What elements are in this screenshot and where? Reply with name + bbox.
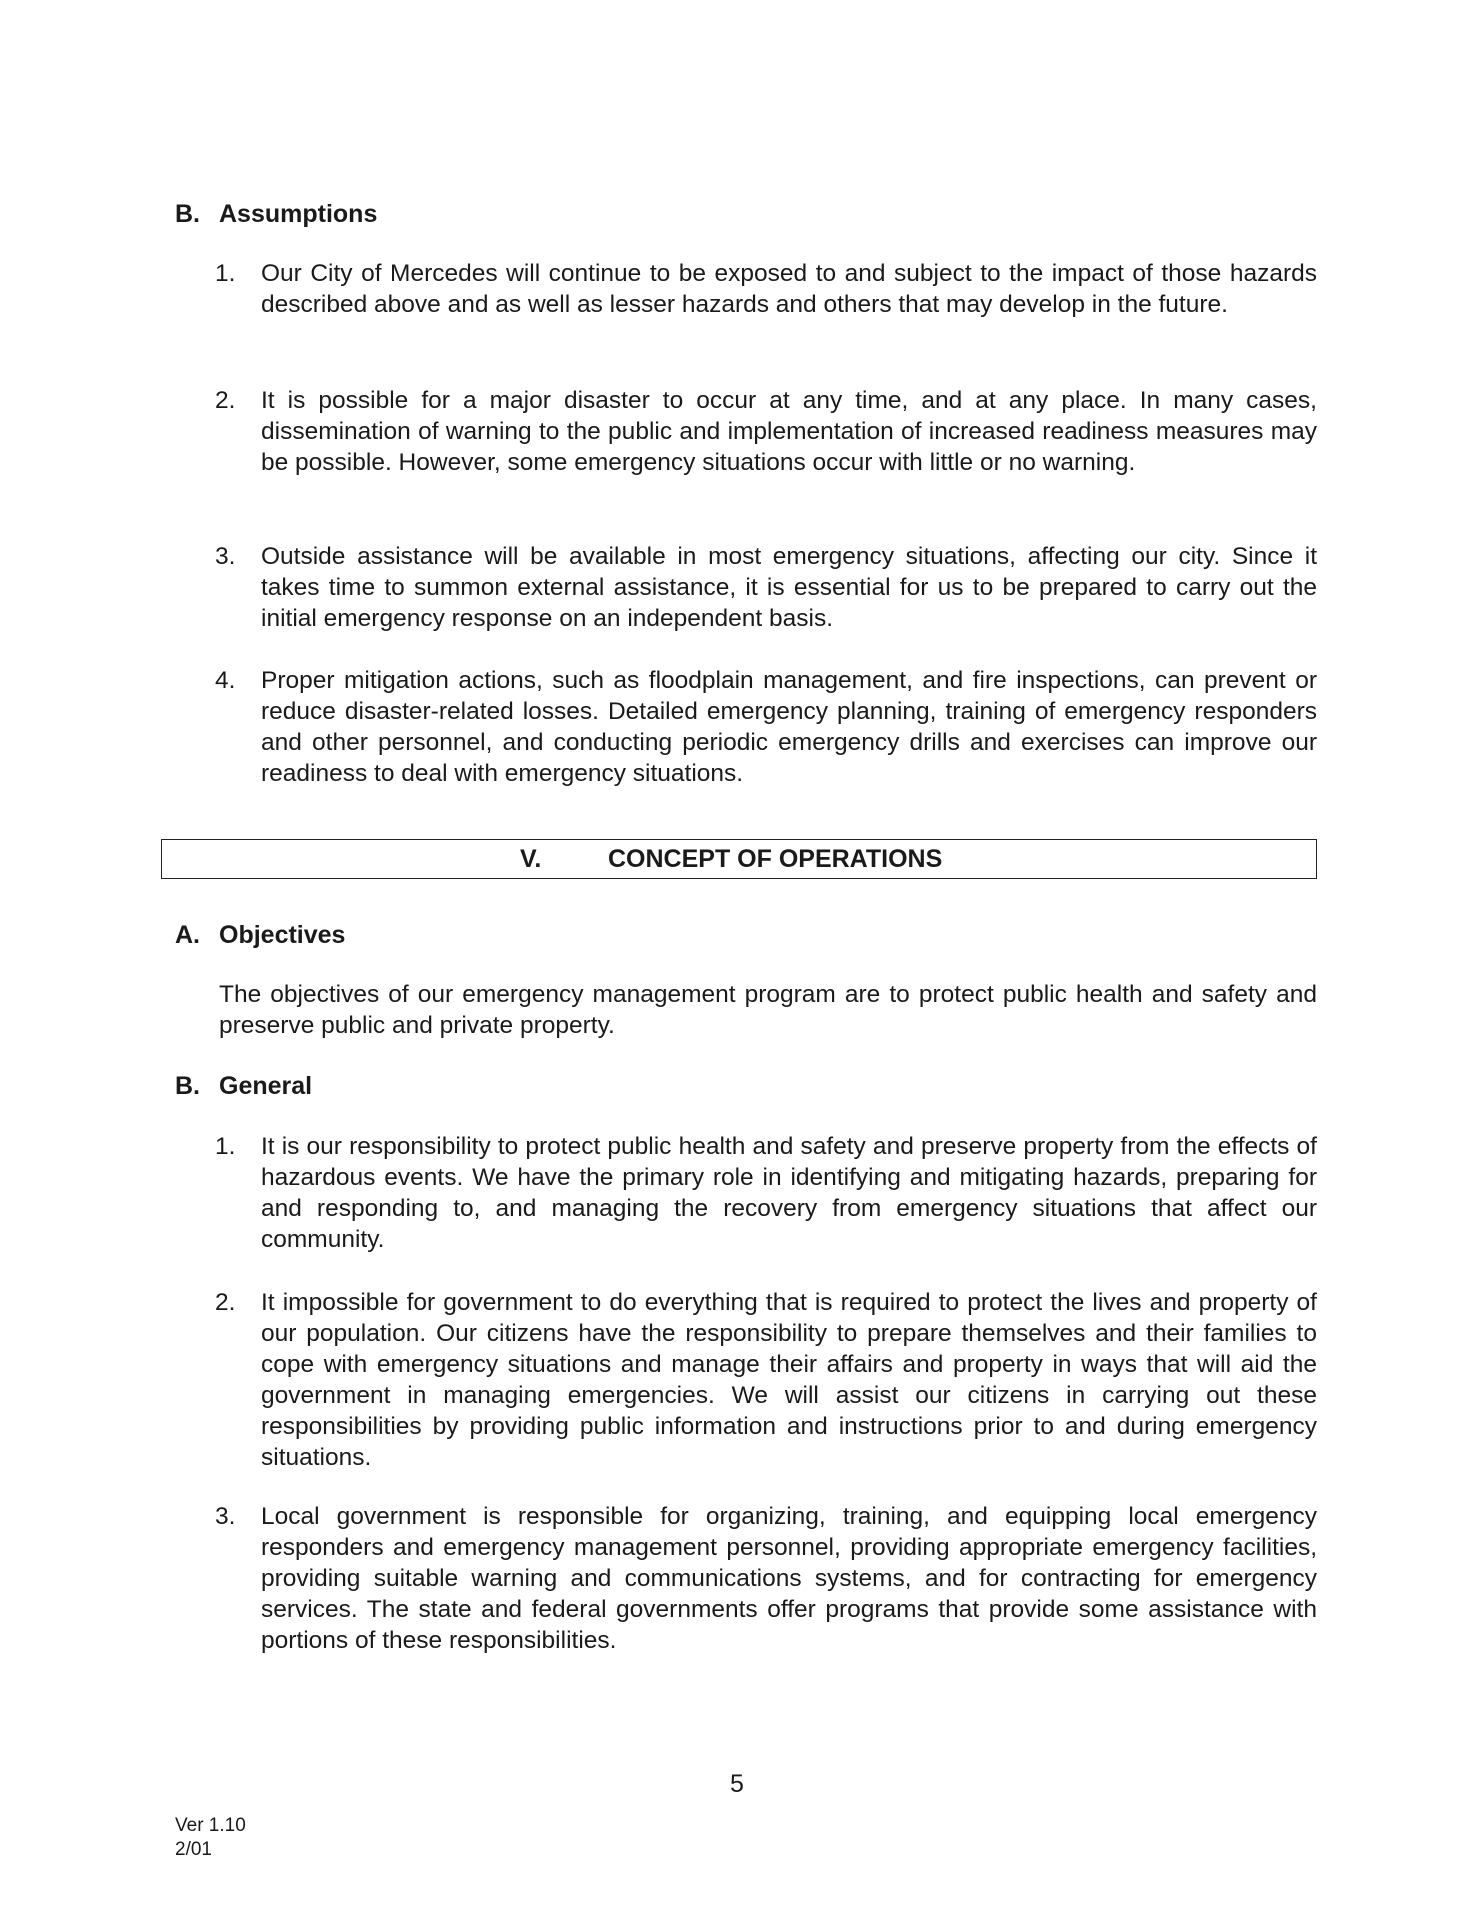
general-item-1 <box>215 1131 1317 1255</box>
footer-version: Ver 1.10 <box>175 1815 246 1836</box>
item-number: 3. <box>215 543 236 570</box>
objectives-heading-title: Objectives <box>219 921 346 949</box>
page-number: 5 <box>730 1770 744 1798</box>
item-text: Proper mitigation actions, such as floodplain management, and fire inspections, can prevent or reduce disaster-related losses. Detailed emergency planning, training of emergency responders and other personnel, and conducting periodic emergency drills and exercises can improve our readiness to deal with emergency situations. <box>261 667 1317 787</box>
item-text: Outside assistance will be available in most emergency situations, affecting our city. Since it takes time to summon external assistance, it is essential for us to be prepared to carry out the initial emergency response on an independent basis. <box>261 543 1317 632</box>
item-number: 1. <box>215 260 236 287</box>
item-text: It impossible for government to do everything that is required to protect the lives and property of our population. Our citizens have the responsibility to prepare themselves and their families to cope with emergency situations and manage their affairs and property in ways that will aid the government in managing emergencies. We will assist our citizens in carrying out these responsibilities by providing public information and instructions prior to and during emergency situations. <box>261 1289 1317 1471</box>
section-title: CONCEPT OF OPERATIONS <box>608 845 943 873</box>
assumptions-item-3 <box>215 541 1317 634</box>
item-number: 1. <box>215 1133 236 1160</box>
assumptions-item-4 <box>215 665 1317 789</box>
objectives-paragraph: The objectives of our emergency management program are to protect public health and safety and preserve public and private property. <box>219 981 1317 1039</box>
assumptions-item-2 <box>215 385 1317 478</box>
item-number: 4. <box>215 667 236 694</box>
item-text: Local government is responsible for organizing, training, and equipping local emergency responders and emergency management personnel, providing appropriate emergency facilities, providing suitable warning and communications systems, and for contracting for emergency services. The state and federal governments offer programs that provide some assistance with portions of these responsibilities. <box>261 1503 1317 1654</box>
general-heading-title: General <box>219 1072 313 1100</box>
section-header-box <box>161 839 1317 879</box>
assumptions-item-1 <box>215 258 1317 320</box>
general-heading-letter: B. <box>175 1072 200 1100</box>
assumptions-heading-title: Assumptions <box>219 200 378 228</box>
general-item-2 <box>215 1287 1317 1473</box>
objectives-heading-letter: A. <box>175 921 200 949</box>
section-numeral: V. <box>520 845 542 873</box>
general-item-3 <box>215 1501 1317 1656</box>
item-text: It is our responsibility to protect public health and safety and preserve property from the effects of hazardous events. We have the primary role in identifying and mitigating hazards, preparing for and responding to, and managing the recovery from emergency situations that affect our community. <box>261 1133 1317 1253</box>
item-number: 2. <box>215 387 236 414</box>
assumptions-heading-letter: B. <box>175 200 200 228</box>
item-number: 3. <box>215 1503 236 1530</box>
item-text: Our City of Mercedes will continue to be exposed to and subject to the impact of those hazards described above and as well as lesser hazards and others that may develop in the future. <box>261 260 1317 318</box>
item-number: 2. <box>215 1289 236 1316</box>
item-text: It is possible for a major disaster to occur at any time, and at any place. In many cases, dissemination of warning to the public and implementation of increased readiness measures may be possible. However, some emergency situations occur with little or no warning. <box>261 387 1317 476</box>
footer-date: 2/01 <box>175 1839 212 1860</box>
